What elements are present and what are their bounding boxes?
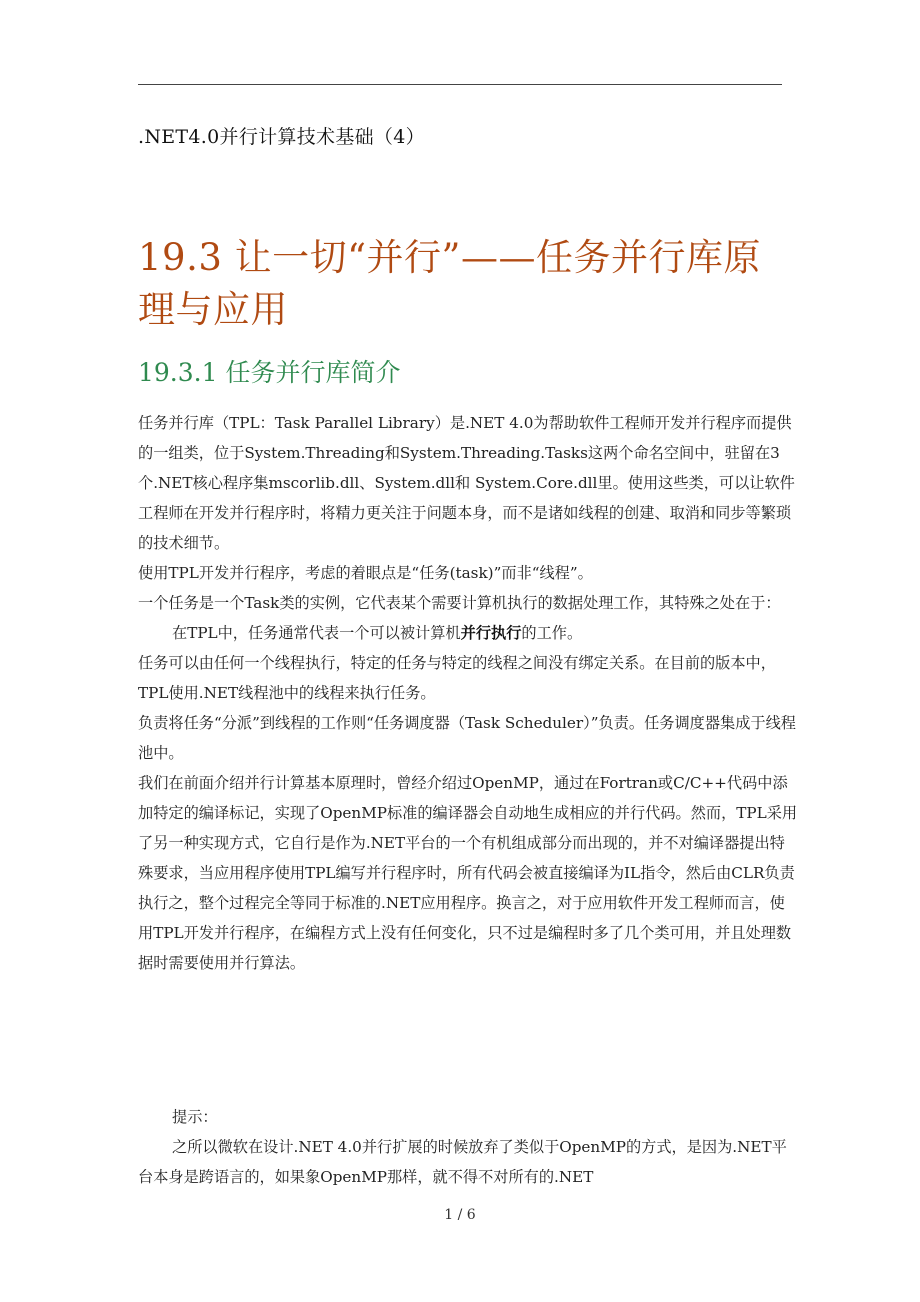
paragraph-task-vs-thread: 使用TPL开发并行程序，考虑的着眼点是“任务(task)”而非“线程”。	[138, 564, 593, 582]
paragraph-tpl-intro: 任务并行库（TPL：Task Parallel Library）是.NET 4.0为帮助软件工程师开发并行程序而提供的一组类，位于System.Threading和System.Threading.Tasks这两个命名空间中，驻留在3个.NET核心程序集mscorlib.dll、System.dll和 System.Core.dll里。使用这些类，可以让软件工程师在开发并行程序时，将精力更关注于问题本身，而不是诸如线程的创建、取消和同步等繁琐的技术细节。	[138, 414, 795, 552]
header-rule	[138, 84, 782, 85]
paragraph-thread-binding: 任务可以由任何一个线程执行，特定的任务与特定的线程之间没有绑定关系。在目前的版本中，TPL使用.NET线程池中的线程来执行任务。	[138, 654, 776, 702]
paragraph-task-scheduler: 负责将任务“分派”到线程的工作则“任务调度器（Task Scheduler）”负责。任务调度器集成于线程池中。	[138, 714, 796, 762]
subsection-heading-19-3-1: 19.3.1 任务并行库简介	[138, 358, 401, 387]
paragraph-task-definition: 一个任务是一个Task类的实例，它代表某个需要计算机执行的数据处理工作，其特殊之处在于：	[138, 594, 781, 612]
tip-text: 之所以微软在设计.NET 4.0并行扩展的时候放弃了类似于OpenMP的方式，是因为.NET平台本身是跨语言的，如果象OpenMP那样，就不得不对所有的.NET	[138, 1138, 787, 1186]
section-body	[138, 408, 798, 978]
emphasis-parallel-execution: 并行执行	[460, 624, 522, 642]
page-number: 1 / 6	[444, 1207, 476, 1223]
tip-label: 提示：	[172, 1108, 218, 1126]
paragraph-openmp-comparison: 我们在前面介绍并行计算基本原理时，曾经介绍过OpenMP，通过在Fortran或C/C++代码中添加特定的编译标记，实现了OpenMP标准的编译器会自动地生成相应的并行代码。然而，TPL采用了另一种实现方式，它自行是作为.NET平台的一个有机组成部分而出现的，并不对编译器提出特殊要求，当应用程序使用TPL编写并行程序时，所有代码会被直接编译为IL指令，然后由CLR负责执行之，整个过程完全等同于标准的.NET应用程序。换言之，对于应用软件开发工程师而言，使用TPL开发并行程序，在编程方式上没有任何变化，只不过是编程时多了几个类可用，并且处理数据时需要使用并行算法。	[138, 774, 798, 972]
paragraph-parallel-execution	[138, 618, 798, 648]
document-title: .NET4.0并行计算技术基础（4）	[138, 126, 425, 148]
paragraph-parallel-execution-pre: 在TPL中，任务通常代表一个可以被计算机	[172, 624, 461, 642]
section-heading-19-3: 19.3 让一切“并行”——任务并行库原理与应用	[138, 236, 761, 331]
paragraph-parallel-execution-post: 的工作。	[521, 624, 583, 642]
